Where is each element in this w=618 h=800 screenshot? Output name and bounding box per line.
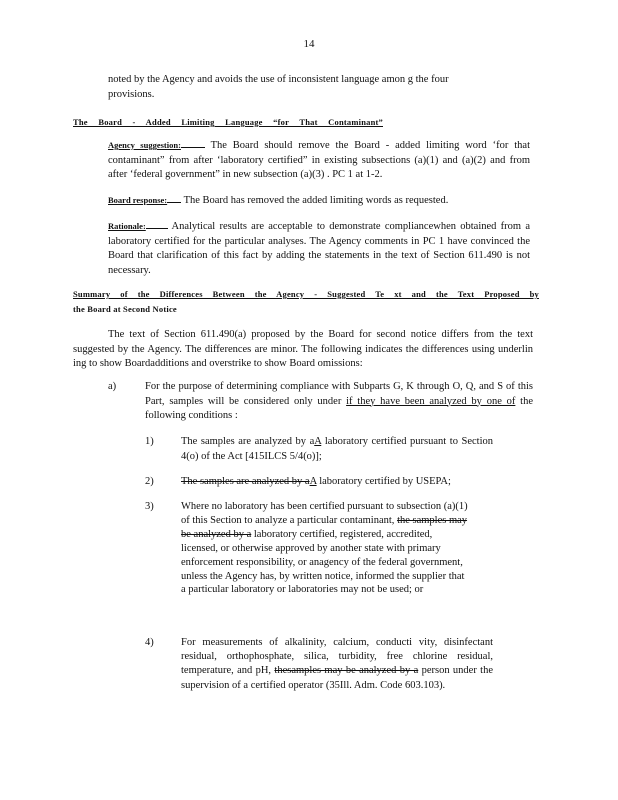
rationale-label: Rationale:: [108, 221, 146, 231]
differences-intro-paragraph: The text of Section 611.490(a) proposed by the Board for second notice differs from the text suggested by the Agency. The differences are minor. The following indicates the differences using underlin ing to show Boardadditions and overstrike to show Board omissions:: [73, 329, 533, 369]
section-heading-summary: [73, 287, 539, 316]
board-response-text: The Board has removed the added limiting words as requested.: [183, 195, 449, 206]
agency-suggestion-label: Agency suggestion:: [108, 140, 181, 150]
subsection-a-tail: the following conditions :: [145, 395, 533, 421]
intro-paragraph: [108, 73, 498, 102]
page-number: 14: [303, 38, 315, 50]
subsection-a-text: [145, 380, 533, 424]
item-3-text: Where no laboratory has been certified pursuant to subsection (a)(1) of this Section to analyze a particular contaminant, the samples may be analyzed by a laboratory certified, registered, accredited, licensed, or otherwise approved by another state with primary enforcement responsibility, or anagency of the federal government, unless the Agency has, by written notice, informed the supplier that a particular laboratory or laboratories may not be used; or: [181, 501, 468, 596]
subsection-a-added-text: if they have been analyzed by one of: [346, 395, 516, 407]
rationale-paragraph: [108, 219, 530, 278]
rationale-text: Analytical results are acceptable to demonstrate compliancewhen obtained from a laboratory certified for the particular analyses. The Agency comments in PC 1 have convinced the Board that clarification of this fact by adding the statements in the text of Section 611.490 is not necessary.: [108, 221, 531, 276]
item-2-marker: 2): [145, 476, 154, 487]
item-2-struck: The samples are analyzed by a: [181, 476, 310, 487]
subsection-a-marker: a): [108, 381, 117, 392]
intro-line-1: noted by the Agency and avoids the use of inconsistent language amon g the four: [108, 74, 449, 85]
summary-heading-line-1: Summary of the Differences Between the Agency - Suggested Te xt and the Text Proposed by: [73, 289, 539, 299]
item-1-text: The samples are analyzed by aA laboratory certified pursuant to Section 4(o) of the Act [415ILCS 5/4(o)];: [181, 436, 493, 462]
board-response-paragraph: [108, 193, 530, 209]
item-4-marker: 4): [145, 637, 154, 648]
item-4-text: For measurements of alkalinity, calcium, conducti vity, disinfectant residual, orthophosphate, silica, turbidity, free chlorine residual, temperature, and pH, thesamples may be analyzed by a person under the supervision of a certified operator (35Ill. Adm. Code 603.103).: [181, 637, 493, 691]
agency-suggestion-text: The Board should remove the Board - added limiting word ‘for that contaminant” from after ‘laboratory certified” in existing subsections (a)(1) and (a)(2) and from after ‘federal government” in new subsection (a)(3) . PC 1 at 1-2.: [108, 140, 530, 180]
section-heading-limiting-language: The Board - Added Limiting Language “for That Contaminant”: [73, 117, 383, 127]
agency-suggestion-paragraph: [108, 138, 530, 183]
item-1-added: A: [314, 436, 322, 447]
intro-line-2: provisions.: [108, 88, 155, 100]
item-3-struck: the samples may be analyzed by a: [181, 514, 468, 540]
board-response-label: Board response:: [108, 195, 168, 205]
summary-heading-line-2: the Board at Second Notice: [73, 303, 177, 314]
item-4-struck: thesamples may be analyzed by a: [274, 665, 419, 677]
subsection-a-body: For the purpose of determining compliance with Subparts G, K through O, Q, and S of this Part, samples will be considered only under: [145, 381, 533, 407]
item-3-marker: 3): [145, 501, 154, 512]
item-1-marker: 1): [145, 436, 154, 447]
item-2-text: The samples are analyzed by aA laboratory certified by USEPA;: [181, 476, 451, 487]
item-2-added: A: [309, 476, 317, 487]
